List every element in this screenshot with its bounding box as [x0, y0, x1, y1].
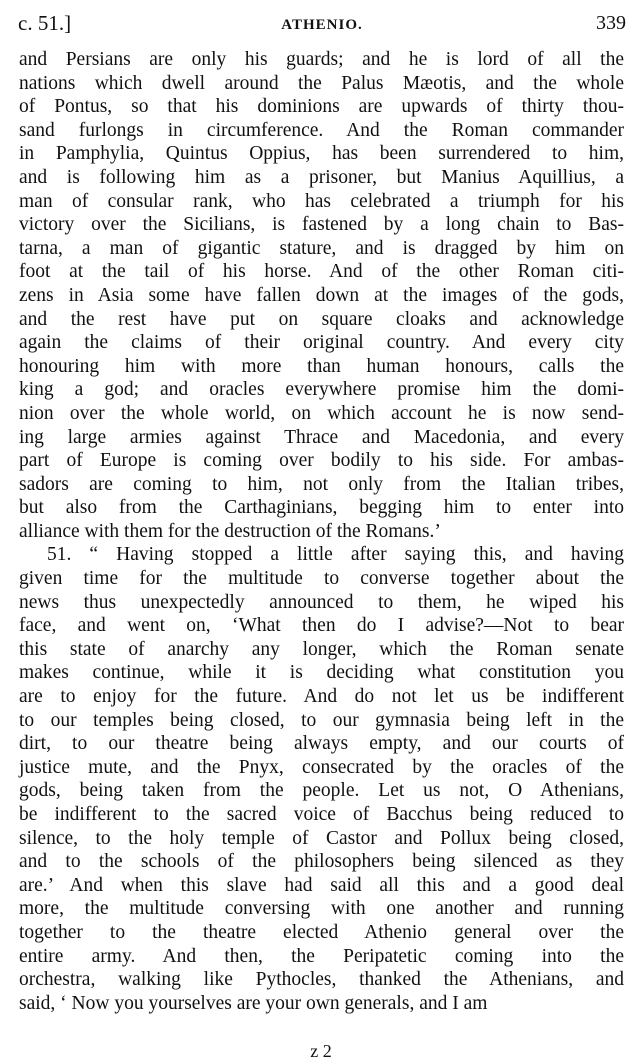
text-line: honouring him with more than human honours, calls the [19, 355, 624, 377]
text-line: of Pontus, so that his dominions are upwards of thirty thou- [19, 96, 624, 118]
text-line: and to the schools of the philosophers being silenced as they [19, 851, 624, 873]
text-line: foot at the tail of his horse. And of the other Roman citi- [19, 261, 624, 283]
text-line: and is following him as a prisoner, but Manius Aquillius, a [19, 166, 624, 188]
text-line: nion over the whole world, on which account he is now send- [19, 402, 624, 424]
text-line: king a god; and oracles everywhere promise him the domi- [19, 379, 624, 401]
text-line: news thus unexpectedly announced to them, he wiped his [19, 591, 624, 613]
page-number: 339 [596, 12, 626, 34]
text-line: together to the theatre elected Athenio general over the [19, 921, 624, 943]
text-line: dirt, to our theatre being always empty, and our courts of [19, 733, 624, 755]
text-line: man of consular rank, who has celebrated a triumph for his [19, 190, 624, 212]
text-line: again the claims of their original country. And every city [19, 332, 624, 354]
text-line: be indifferent to the sacred voice of Bacchus being reduced to [19, 804, 624, 825]
text-line: entire army. And then, the Peripatetic coming into the [19, 945, 624, 967]
text-line: in Pamphylia, Quintus Oppius, has been surrendered to him, [19, 143, 624, 165]
text-line: this state of anarchy any longer, which the Roman senate [19, 638, 624, 660]
text-line: tarna, a man of gigantic stature, and is dragged by him on [19, 237, 624, 259]
text-line: face, and went on, ‘What then do I advise?—Not to bear [19, 615, 624, 637]
text-line: more, the multitude conversing with one another and running [19, 898, 624, 920]
text-line: to our temples being closed, to our gymnasia being left in the [19, 709, 624, 731]
text-line: part of Europe is coming over bodily to his side. For ambas- [19, 450, 624, 472]
text-line: said, ‘ Now you yourselves are your own generals, and I am [19, 992, 488, 1014]
text-line: ing large armies against Thrace and Macedonia, and every [19, 426, 624, 448]
running-title: ATHENIO. [281, 17, 363, 33]
text-line: and the rest have put on square cloaks and acknowledge [19, 308, 624, 330]
text-line: silence, to the holy temple of Castor and Pollux being closed, [19, 827, 624, 849]
text-line: are.’ And when this slave had said all this and a good deal [19, 874, 624, 896]
text-line: but also from the Carthaginians, begging him to enter into [19, 497, 624, 519]
text-line: justice mute, and the Pnyx, consecrated by the oracles of the [19, 756, 624, 778]
text-line: gods, being taken from the people. Let us not, O Athenians, [19, 780, 624, 802]
text-line: sand furlongs in circumference. And the Roman commander [19, 119, 624, 141]
text-line: orchestra, walking like Pythocles, thanked the Athenians, and [19, 969, 624, 991]
text-line: and Persians are only his guards; and he is lord of all the [19, 49, 624, 70]
chapter-reference: c. 51.] [18, 11, 72, 35]
text-line: zens in Asia some have fallen down at the images of the gods, [19, 284, 624, 306]
text-line: nations which dwell around the Palus Mæotis, and the whole [19, 72, 624, 94]
text-line: 51. “ Having stopped a little after saying this, and having [47, 544, 624, 566]
running-header [18, 6, 626, 40]
text-line: given time for the multitude to converse together about the [19, 568, 624, 590]
signature-mark: z 2 [310, 1041, 332, 1061]
body-text [19, 48, 624, 1015]
text-line: are to enjoy for the future. And do not let us be indifferent [19, 686, 624, 708]
text-line: victory over the Sicilians, is fastened by a long chain to Bas- [19, 214, 624, 236]
text-line: sadors are coming to him, not only from the Italian tribes, [19, 473, 624, 495]
text-line: makes continue, while it is deciding what constitution you [19, 662, 624, 684]
text-line: alliance with them for the destruction of the Romans.’ [19, 520, 441, 542]
